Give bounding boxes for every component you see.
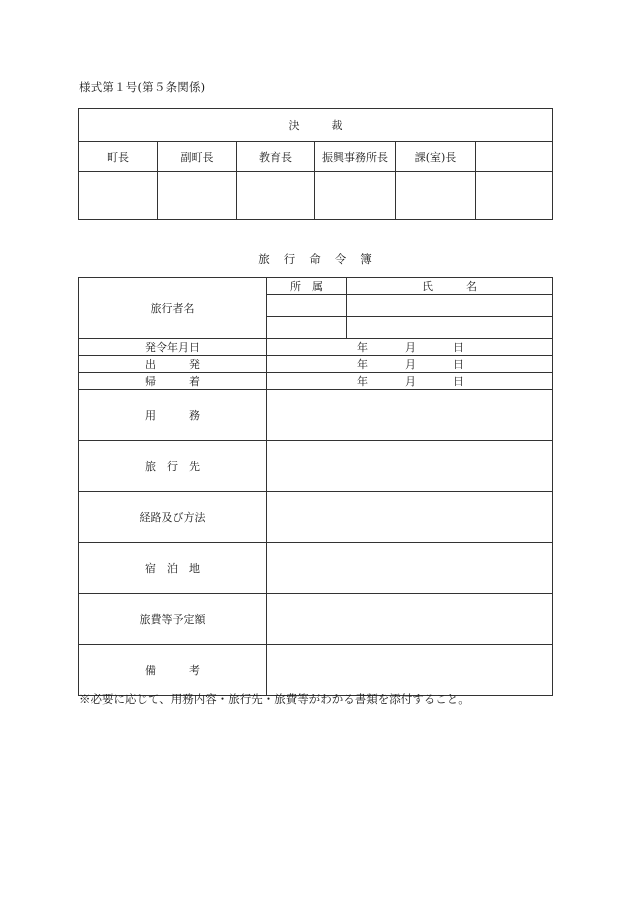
approval-seal-box[interactable] <box>476 172 553 220</box>
departure-date-field[interactable] <box>267 356 553 373</box>
estimated-cost-label: 旅費等予定額 <box>79 594 267 645</box>
estimated-cost-field[interactable] <box>267 594 553 645</box>
departure-label: 出 発 <box>79 356 267 373</box>
day-unit: 日 <box>453 375 464 388</box>
approval-header-branch-office-chief: 振興事務所長 <box>315 142 396 172</box>
approval-header-section-chief: 課(室)長 <box>396 142 476 172</box>
day-unit: 日 <box>453 341 464 354</box>
name-field[interactable] <box>347 295 553 317</box>
route-method-label: 経路及び方法 <box>79 492 267 543</box>
month-unit: 月 <box>405 341 416 354</box>
route-method-field[interactable] <box>267 492 553 543</box>
purpose-field[interactable] <box>267 390 553 441</box>
approval-seal-box[interactable] <box>237 172 315 220</box>
attachment-note: ※必要に応じて、用務内容・旅行先・旅費等がわかる書類を添付すること。 <box>79 692 470 706</box>
issue-date-field[interactable] <box>267 339 553 356</box>
approval-title: 決裁 <box>79 109 553 142</box>
approval-header-blank <box>476 142 553 172</box>
approval-header-superintendent: 教育長 <box>237 142 315 172</box>
day-unit: 日 <box>453 358 464 371</box>
name-field[interactable] <box>347 317 553 339</box>
remarks-field[interactable] <box>267 645 553 696</box>
purpose-label: 用 務 <box>79 390 267 441</box>
destination-label: 旅 行 先 <box>79 441 267 492</box>
approval-seal-box[interactable] <box>396 172 476 220</box>
approval-table <box>78 108 553 220</box>
approval-header-deputy-mayor: 副町長 <box>158 142 237 172</box>
book-title: 旅行命令簿 <box>258 252 386 266</box>
month-unit: 月 <box>405 375 416 388</box>
affiliation-field[interactable] <box>267 317 347 339</box>
lodging-label: 宿 泊 地 <box>79 543 267 594</box>
traveler-name-label: 旅行者名 <box>79 278 267 339</box>
affiliation-field[interactable] <box>267 295 347 317</box>
affiliation-label: 所 属 <box>267 278 347 295</box>
travel-order-table <box>78 277 553 696</box>
return-date-field[interactable] <box>267 373 553 390</box>
lodging-field[interactable] <box>267 543 553 594</box>
year-unit: 年 <box>357 375 368 388</box>
remarks-label: 備 考 <box>79 645 267 696</box>
form-number: 様式第１号(第５条関係) <box>79 80 206 94</box>
month-unit: 月 <box>405 358 416 371</box>
year-unit: 年 <box>357 341 368 354</box>
return-label: 帰 着 <box>79 373 267 390</box>
year-unit: 年 <box>357 358 368 371</box>
destination-field[interactable] <box>267 441 553 492</box>
approval-seal-box[interactable] <box>158 172 237 220</box>
approval-seal-box[interactable] <box>79 172 158 220</box>
approval-header-mayor: 町長 <box>79 142 158 172</box>
issue-date-label: 発令年月日 <box>79 339 267 356</box>
approval-seal-box[interactable] <box>315 172 396 220</box>
name-label: 氏 名 <box>347 278 553 295</box>
